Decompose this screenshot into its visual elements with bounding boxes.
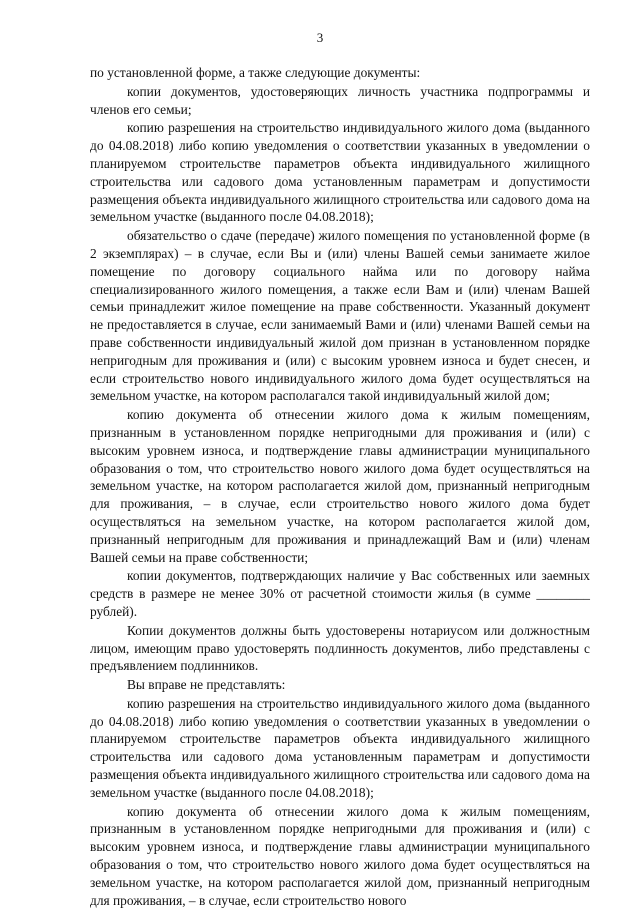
paragraph-intro: по установленной форме, а также следующие документы:	[90, 65, 421, 80]
paragraph-building-permit: копию разрешения на строительство индивидуального жилого дома (выданного до 04.08.2018) либо копию уведомления о соответствии указанных в уведомлении о планируемом строительстве параметров объекта индивидуального жилищного строительства или садового дома установленным параметрам и допустимости размещения объекта индивидуального жилищного строительства или садового дома на земельном участке (выданного после 04.08.2018);	[90, 120, 590, 225]
paragraph-optional-heading: Вы вправе не представлять:	[127, 677, 286, 693]
paragraph-housing-obligation: обязательство о сдаче (передаче) жилого помещения по установленной форме (в 2 экземплярах) – в случае, если Вы и (или) члены Вашей семьи занимаете жилое помещение по договору социального найма или по договору найма специализированного жилого помещения, а также если Вам и (или) членам Вашей семьи принадлежит жилое помещение на праве собственности. Указанный документ не предоставляется в случае, если занимаемый Вами и (или) членами Вашей семьи на праве собственности индивидуальный жилой дом признан в установленном порядке непригодным для проживания и (или) с высоким уровнем износа и будет снесен, и если строительство нового индивидуального жилого дома будет осуществляться на земельном участке, на котором располагался такой индивидуальный жилой дом;	[90, 228, 590, 404]
document-body	[90, 64, 590, 909]
paragraph-optional-permit: копию разрешения на строительство индивидуального жилого дома (выданного до 04.08.2018) либо копию уведомления о соответствии указанных в уведомлении о планируемом строительстве параметров объекта индивидуального жилищного строительства или садового дома установленным параметрам и допустимости размещения объекта индивидуального жилищного строительства или садового дома на земельном участке (выданного после 04.08.2018);	[90, 695, 590, 800]
paragraph-unfit-house-doc: копию документа об отнесении жилого дома к жилым помещениям, признанным в установленном порядке непригодными для проживания и (или) с высоким уровнем износа, и подтверждение главы администрации муниципального образования о том, что строительство нового жилого дома будет осуществляться на земельном участке, на котором располагается жилой дом, признанный непригодным для проживания, – в случае, если строительство нового жилого дома будет осуществляться на земельном участке, на котором располагается жилой дом, признанный непригодным для проживания и принадлежащий Вам и (или) членам Вашей семьи на праве собственности;	[90, 407, 590, 565]
paragraph-funds-docs: копии документов, подтверждающих наличие у Вас собственных или заемных средств в размере не менее 30% от расчетной стоимости жилья (в сумме ________ рублей).	[90, 568, 590, 619]
paragraph-identity-docs: копии документов, удостоверяющих личность участника подпрограммы и членов его семьи;	[90, 83, 590, 117]
page-number: 3	[316, 30, 324, 45]
paragraph-notarization: Копии документов должны быть удостоверены нотариусом или должностным лицом, имеющим право удостоверять подлинность документов, либо представлены с предъявлением подлинников.	[90, 622, 590, 674]
paragraph-optional-unfit-house: копию документа об отнесении жилого дома к жилым помещениям, признанным в установленном порядке непригодными для проживания и (или) с высоким уровнем износа, и подтверждение главы администрации муниципального образования о том, что строительство нового жилого дома будет осуществляться на земельном участке, на котором располагается жилой дом, признанный непригодным для проживания, – в случае, если строительство нового	[90, 803, 590, 908]
